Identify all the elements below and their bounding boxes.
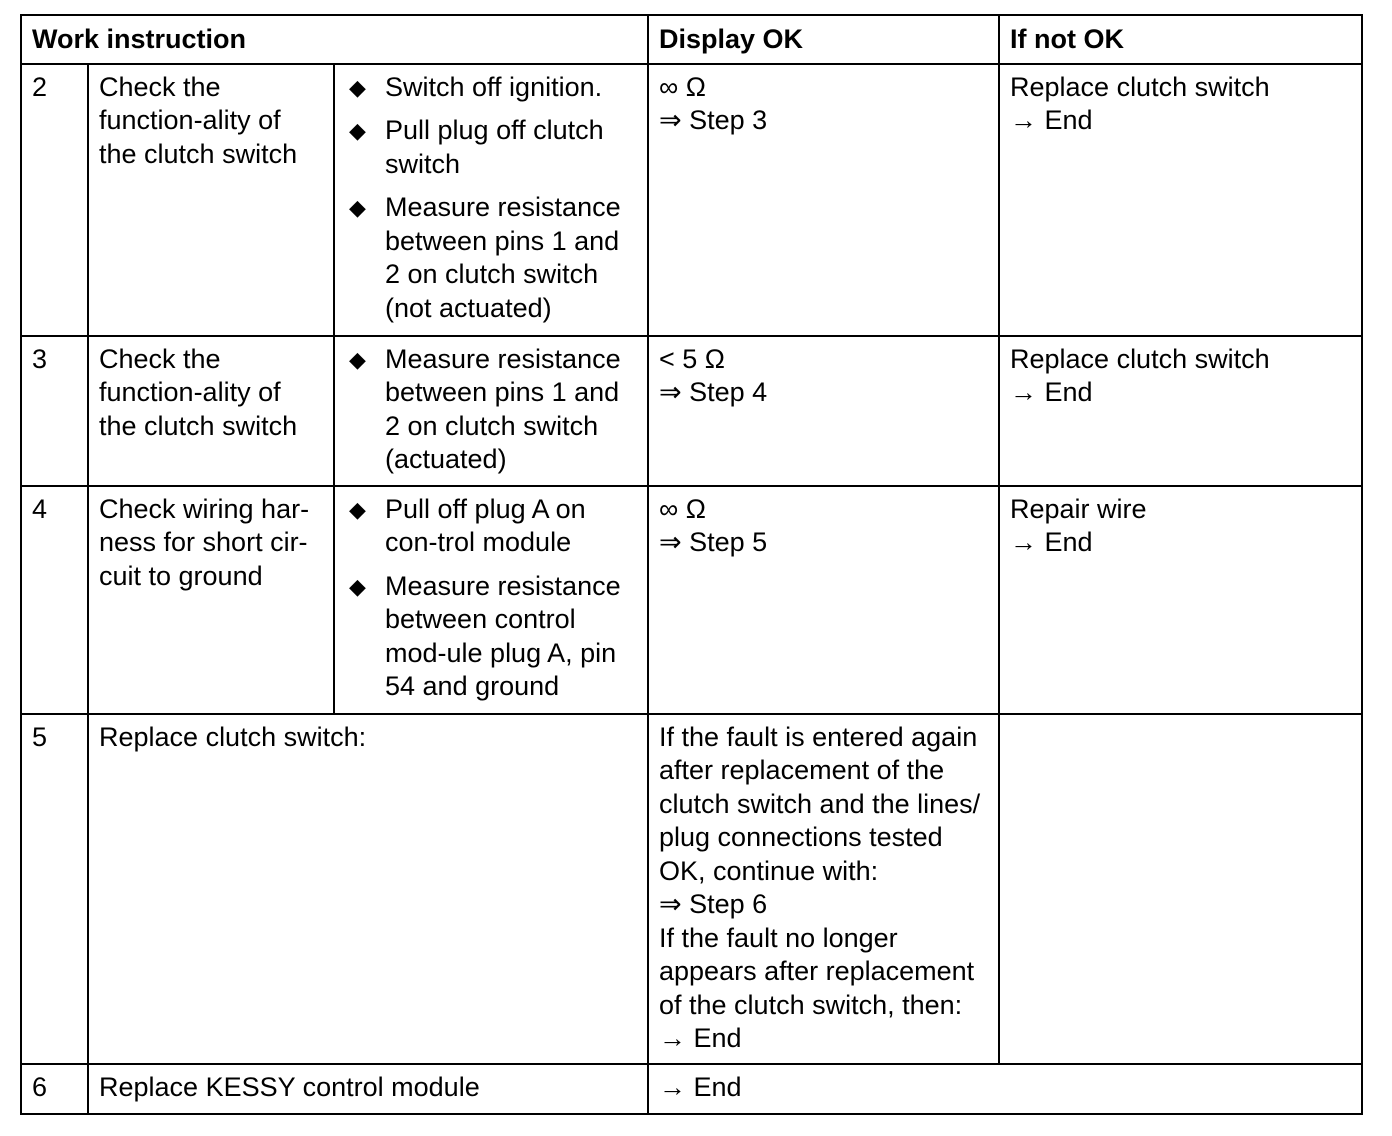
diamond-bullet-icon: ◆ bbox=[349, 573, 366, 599]
list-item: ◆ Switch off ignition. bbox=[345, 71, 637, 105]
list-item: ◆ Pull plug off clutch switch bbox=[349, 115, 604, 179]
if-not-ok-cell bbox=[999, 714, 1362, 1064]
if-not-ok-action: Replace clutch switch bbox=[1010, 71, 1270, 102]
table-row bbox=[21, 1064, 1362, 1114]
list-item: ◆ Measure resistance between pins 1 and 2 on clutch switch (actuated) bbox=[349, 343, 621, 474]
header-if-not-ok: If not OK bbox=[999, 15, 1362, 64]
list-item: ◆ Measure resistance between control mod-ule plug A, pin 54 and ground bbox=[349, 570, 621, 701]
table-row bbox=[21, 64, 1362, 336]
display-ok-value: ∞ Ω bbox=[659, 71, 706, 102]
work-instruction-table bbox=[20, 14, 1363, 1115]
work-instruction-table-container bbox=[20, 14, 1363, 1115]
task-cell bbox=[88, 1064, 648, 1114]
if-not-ok-next: → End bbox=[1010, 105, 1093, 135]
display-ok-value: ∞ Ω bbox=[659, 493, 706, 524]
display-ok-cell bbox=[648, 1064, 1362, 1114]
task-text: Check the function-ality of the clutch switch bbox=[99, 71, 298, 169]
table-row bbox=[21, 486, 1362, 714]
task-text: Replace KESSY control module bbox=[99, 1071, 480, 1102]
instructions-cell bbox=[334, 336, 648, 486]
task-cell bbox=[88, 64, 334, 336]
display-ok-next-step: ⇒ Step 3 bbox=[659, 105, 768, 135]
task-text: Check wiring har-ness for short cir-cuit to ground bbox=[99, 493, 310, 591]
if-not-ok-cell bbox=[999, 336, 1362, 486]
display-ok-condition: If the fault no longer appears after replacement of the clutch switch, then: bbox=[659, 922, 975, 1020]
display-ok-next-step: ⇒ Step 6 bbox=[659, 889, 768, 919]
header-work-instruction: Work instruction bbox=[21, 15, 648, 64]
display-ok-condition: If the fault is entered again after replacement of the clutch switch and the lines/ plug connections tested OK, continue with: bbox=[659, 721, 981, 886]
instructions-cell bbox=[334, 64, 648, 336]
list-item: ◆ Measure resistance between pins 1 and 2 on clutch switch (not actuated) bbox=[349, 192, 621, 323]
instructions-cell bbox=[334, 486, 648, 714]
display-ok-value: < 5 Ω bbox=[659, 343, 725, 374]
if-not-ok-action: Repair wire bbox=[1010, 493, 1147, 524]
step-number: 6 bbox=[21, 1064, 88, 1114]
if-not-ok-cell bbox=[999, 64, 1362, 336]
step-number: 2 bbox=[21, 64, 88, 336]
step-number: 4 bbox=[21, 486, 88, 714]
table-row bbox=[21, 714, 1362, 1064]
display-ok-cell bbox=[648, 486, 999, 714]
instruction-list bbox=[345, 71, 637, 326]
table-header-row bbox=[21, 15, 1362, 64]
instruction-list bbox=[345, 343, 637, 477]
instruction-list bbox=[345, 493, 637, 704]
diamond-bullet-icon: ◆ bbox=[349, 496, 366, 522]
display-ok-cell bbox=[648, 336, 999, 486]
task-cell bbox=[88, 336, 334, 486]
display-ok-next-step: ⇒ Step 4 bbox=[659, 377, 768, 407]
diamond-bullet-icon: ◆ bbox=[349, 195, 366, 220]
task-cell bbox=[88, 714, 648, 1064]
header-display-ok: Display OK bbox=[648, 15, 999, 64]
diamond-bullet-icon: ◆ bbox=[349, 118, 366, 143]
display-ok-next-step: → End bbox=[659, 1071, 742, 1102]
display-ok-next-step: → End bbox=[659, 1023, 742, 1053]
step-number: 5 bbox=[21, 714, 88, 1064]
if-not-ok-action: Replace clutch switch bbox=[1010, 343, 1270, 374]
task-cell bbox=[88, 486, 334, 714]
if-not-ok-next: → End bbox=[1010, 527, 1093, 557]
if-not-ok-cell bbox=[999, 486, 1362, 714]
list-item: ◆ Pull off plug A on con-trol module bbox=[349, 493, 586, 557]
display-ok-cell bbox=[648, 714, 999, 1064]
diamond-bullet-icon: ◆ bbox=[349, 74, 366, 100]
display-ok-next-step: ⇒ Step 5 bbox=[659, 527, 768, 557]
display-ok-cell bbox=[648, 64, 999, 336]
diamond-bullet-icon: ◆ bbox=[349, 346, 366, 372]
task-text: Replace clutch switch: bbox=[99, 721, 367, 752]
if-not-ok-next: → End bbox=[1010, 377, 1093, 407]
step-number: 3 bbox=[21, 336, 88, 486]
table-row bbox=[21, 336, 1362, 486]
task-text: Check the function-ality of the clutch switch bbox=[99, 343, 298, 441]
